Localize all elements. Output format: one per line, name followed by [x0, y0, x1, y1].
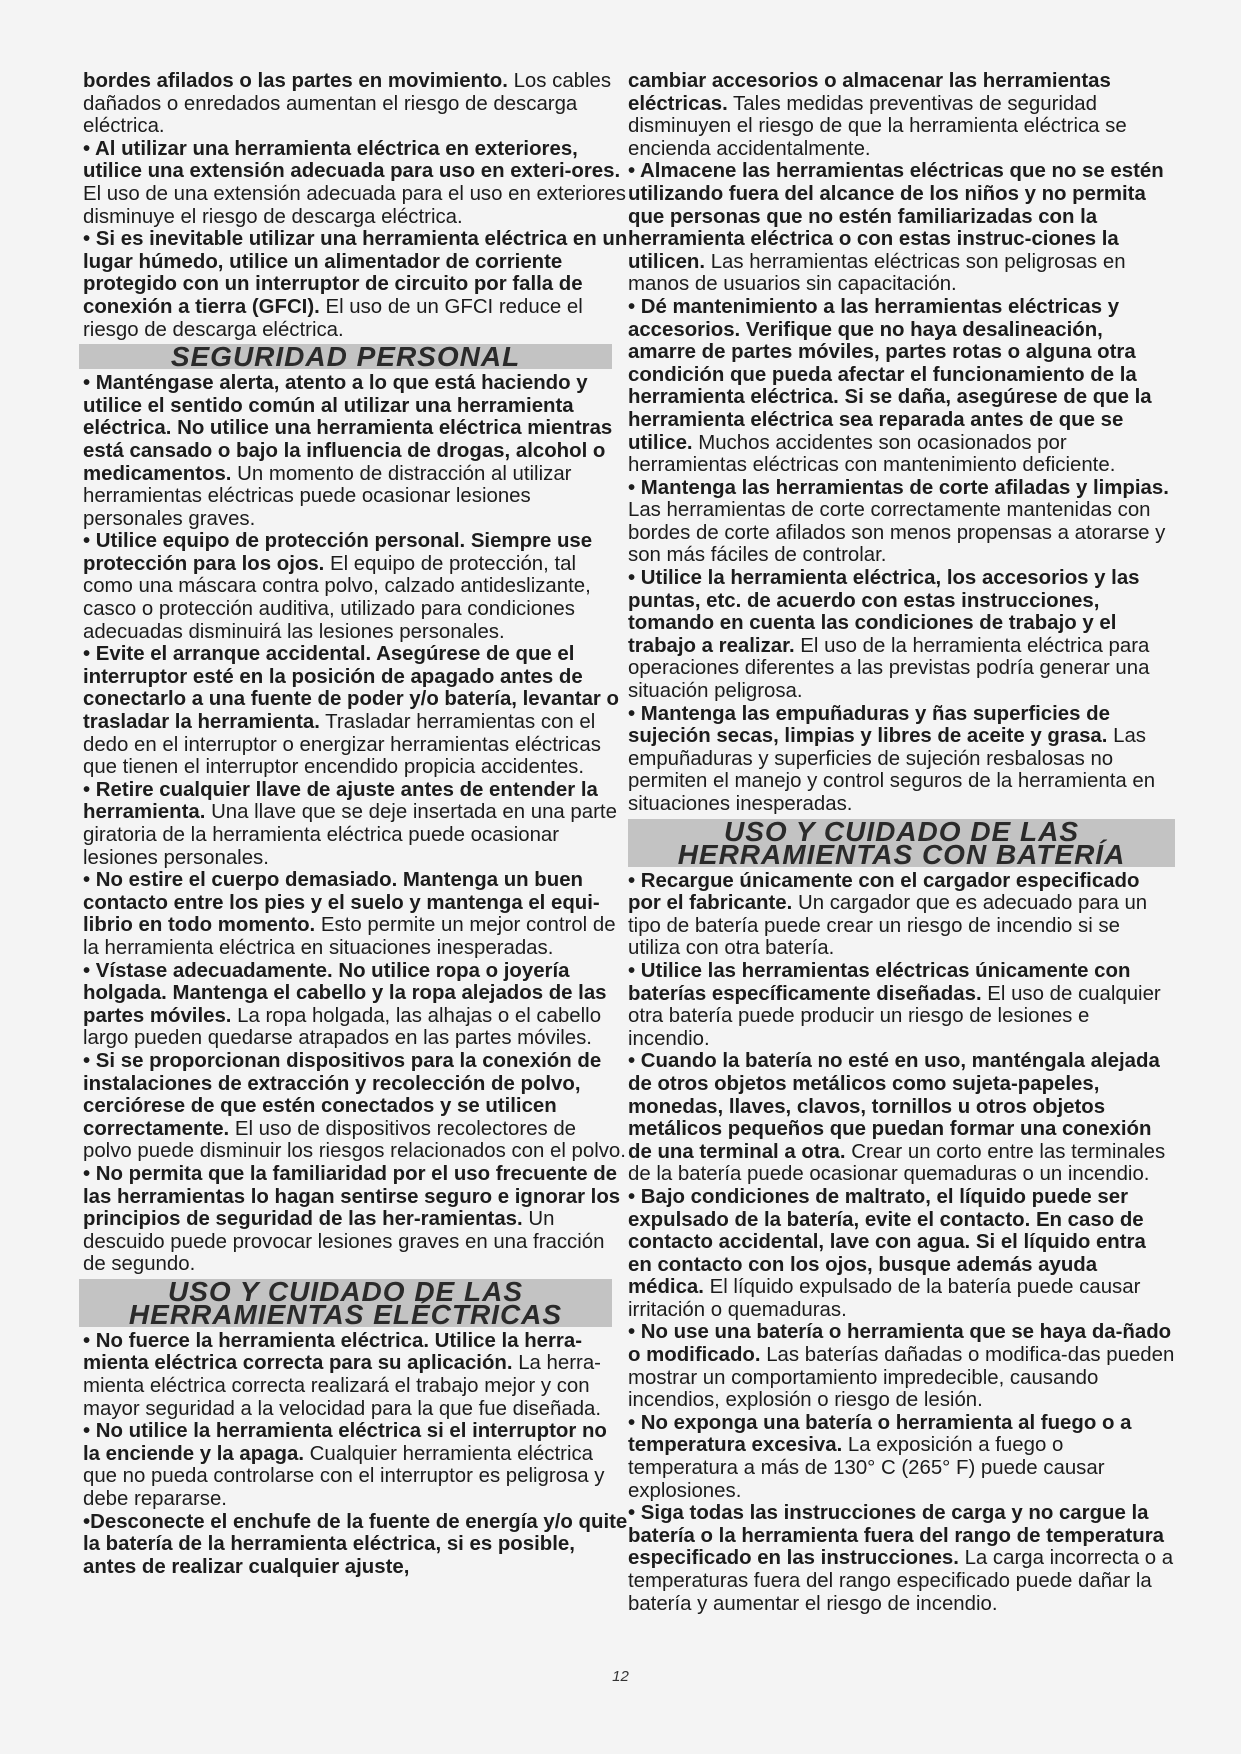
paragraph: • No utilice la herramienta eléctrica si el interruptor no la enciende y la apaga. Cualquier herramienta eléctrica que no pueda controlarse con el interruptor es peligrosa y debe repararse.: [83, 1420, 607, 1511]
paragraph: • Dé mantenimiento a las herramientas eléctricas y accesorios. Verifique que no haya desalineación, amarre de partes móviles, partes rotas o alguna otra condición que pueda afectar el funcionamiento de la herramienta eléctrica. Si se daña, asegúrese de que la herramienta eléctrica sea reparada antes de que se utilice. Muchos accidentes son ocasionados por herramientas eléctricas con mantenimiento deficiente.: [628, 295, 1152, 477]
paragraph: • No estire el cuerpo demasiado. Mantenga un buen contacto entre los pies y el suelo y mantenga el equi-librio en todo momento. Esto permite un mejor control de la herramienta eléctrica en situaciones inesperadas.: [83, 869, 616, 959]
section-heading-seguridad-personal: SEGURIDAD PERSONAL: [79, 344, 612, 369]
right-column: [628, 70, 1175, 1615]
paragraph: • Utilice equipo de protección personal. Siempre use protección para los ojos. El equipo de protección, tal como una máscara contra polvo, calzado antideslizante, casco o protección auditiva, utilizado para condiciones adecuadas disminuirá las lesiones personales.: [83, 530, 593, 643]
paragraph: • Almacene las herramientas eléctricas que no se estén utilizando fuera del alcance de los niños y no permita que personas que no estén familiarizadas con la herramienta eléctrica o con estas instruc-ciones la utilicen. Las herramientas eléctricas son peligrosas en manos de usuarios sin capacitación.: [628, 160, 1164, 296]
paragraph: • Siga todas las instrucciones de carga y no cargue la batería o la herramienta fuera del rango de temperatura especificado en las instrucciones. La carga incorrecta o a temperaturas fuera del rango especificado puede dañar la batería y aumentar el riesgo de incendio.: [628, 1502, 1174, 1615]
paragraph: •Desconecte el enchufe de la fuente de energía y/o quite la batería de la herramienta eléctrica, si es posible, antes de realizar cualquier ajuste,: [83, 1510, 628, 1578]
paragraph: • Bajo condiciones de maltrato, el líquido puede ser expulsado de la batería, evite el contacto. En caso de contacto accidental, lave con agua. Si el líquido entra en contacto con los ojos, busque además ayuda médica. El líquido expulsado de la batería puede causar irritación o quemaduras.: [628, 1185, 1146, 1321]
page-number: 12: [612, 1668, 629, 1685]
paragraph: • No exponga una batería o herramienta al fuego o a temperatura excesiva. La exposición a fuego o temperatura a más de 130° C (265° F) puede causar explosiones.: [628, 1411, 1132, 1502]
paragraph: • Manténgase alerta, atento a lo que está haciendo y utilice el sentido común al utilizar una herramienta eléctrica. No utilice una herramienta eléctrica mientras está cansado o bajo la influencia de drogas, alcohol o medicamentos. Un momento de distracción al utilizar herramientas eléctricas puede ocasionar lesiones personales graves.: [83, 372, 613, 530]
paragraph: bordes afilados o las partes en movimiento. Los cables dañados o enredados aumentan el riesgo de descarga eléctrica.: [83, 70, 612, 138]
paragraph: • Vístase adecuadamente. No utilice ropa o joyería holgada. Mantenga el cabello y la ropa alejados de las partes móviles. La ropa holgada, las alhajas o el cabello largo pueden quedarse atrapados en las partes móviles.: [83, 959, 607, 1050]
paragraph: • No fuerce la herramienta eléctrica. Utilice la herra-mienta eléctrica correcta para su aplicación. La herra-mienta eléctrica correcta realizará el trabajo mejor y con mayor seguridad a la velocidad para la que fue diseñada.: [83, 1329, 602, 1420]
paragraph: • Cuando la batería no esté en uso, manténgala alejada de otros objetos metálicos como sujeta-papeles, monedas, llaves, clavos, tornillos u otros objetos metálicos pequeños que puedan formar una conexión de una terminal a otra. Crear un corto entre las terminales de la batería puede ocasionar quemaduras o un incendio.: [628, 1050, 1166, 1186]
section-heading-herramientas-con-bateria: USO Y CUIDADO DE LAS HERRAMIENTAS CON BATERÍA: [628, 819, 1175, 867]
section-heading-herramientas-electricas: USO Y CUIDADO DE LAS HERRAMIENTAS ELÉCTRICAS: [79, 1279, 612, 1327]
paragraph: • Evite el arranque accidental. Asegúrese de que el interruptor esté en la posición de apagado antes de conectarlo a una fuente de poder y/o batería, levantar o trasladar la herramienta. Trasladar herramientas con el dedo en el interruptor o energizar herramientas eléctricas que tienen el interruptor encendido propicia accidentes.: [83, 643, 619, 779]
left-column: [83, 70, 628, 1578]
paragraph: • Retire cualquier llave de ajuste antes de entender la herramienta. Una llave que se deje insertada en una parte giratoria de la herramienta eléctrica puede ocasionar lesiones personales.: [83, 778, 617, 869]
paragraph: • Si es inevitable utilizar una herramienta eléctrica en un lugar húmedo, utilice un alimentador de corriente protegido con un interruptor de circuito por falla de conexión a tierra (GFCI). El uso de un GFCI reduce el riesgo de descarga eléctrica.: [83, 228, 628, 341]
paragraph: • Mantenga las empuñaduras y ñas superficies de sujeción secas, limpias y libres de aceite y grasa. Las empuñaduras y superficies de sujeción resbalosas no permiten el manejo y control seguros de la herramienta en situaciones inesperadas.: [628, 702, 1156, 815]
paragraph: cambiar accesorios o almacenar las herramientas eléctricas. Tales medidas preventivas de seguridad disminuyen el riesgo de que la herramienta eléctrica se encienda accidentalmente.: [628, 70, 1127, 160]
paragraph: • Mantenga las herramientas de corte afiladas y limpias. Las herramientas de corte correctamente mantenidas con bordes de corte afilados son menos propensas a atorarse y son más fáciles de controlar.: [628, 476, 1169, 567]
paragraph: • No use una batería o herramienta que se haya da-ñado o modificado. Las baterías dañadas o modifica-das pueden mostrar un comportamiento impredecible, causando incendios, explosión o riesgo de lesión.: [628, 1321, 1175, 1412]
paragraph: • Si se proporcionan dispositivos para la conexión de instalaciones de extracción y recolección de polvo, cerciórese de que estén conectados y se utilicen correctamente. El uso de dispositivos recolectores de polvo puede disminuir los riesgos relacionados con el polvo.: [83, 1049, 626, 1163]
paragraph: • Utilice la herramienta eléctrica, los accesorios y las puntas, etc. de acuerdo con estas instrucciones, tomando en cuenta las condiciones de trabajo y el trabajo a realizar. El uso de la herramienta eléctrica para operaciones diferentes a las previstas podría generar una situación peligrosa.: [628, 567, 1150, 703]
paragraph: • No permita que la familiaridad por el uso frecuente de las herramientas lo hagan sentirse seguro e ignorar los principios de seguridad de las her-ramientas. Un descuido puede provocar lesiones graves en una fracción de segundo.: [83, 1162, 621, 1276]
paragraph: • Al utilizar una herramienta eléctrica en exteriores, utilice una extensión adecuada para uso en exteri-ores. El uso de una extensión adecuada para el uso en exteriores disminuye el riesgo de descarga eléctrica.: [83, 137, 626, 228]
paragraph: • Utilice las herramientas eléctricas únicamente con baterías específicamente diseñadas. El uso de cualquier otra batería puede producir un riesgo de lesiones e incendio.: [628, 959, 1161, 1050]
paragraph: • Recargue únicamente con el cargador especificado por el fabricante. Un cargador que es adecuado para un tipo de batería puede crear un riesgo de incendio si se utiliza con otra batería.: [628, 869, 1148, 960]
